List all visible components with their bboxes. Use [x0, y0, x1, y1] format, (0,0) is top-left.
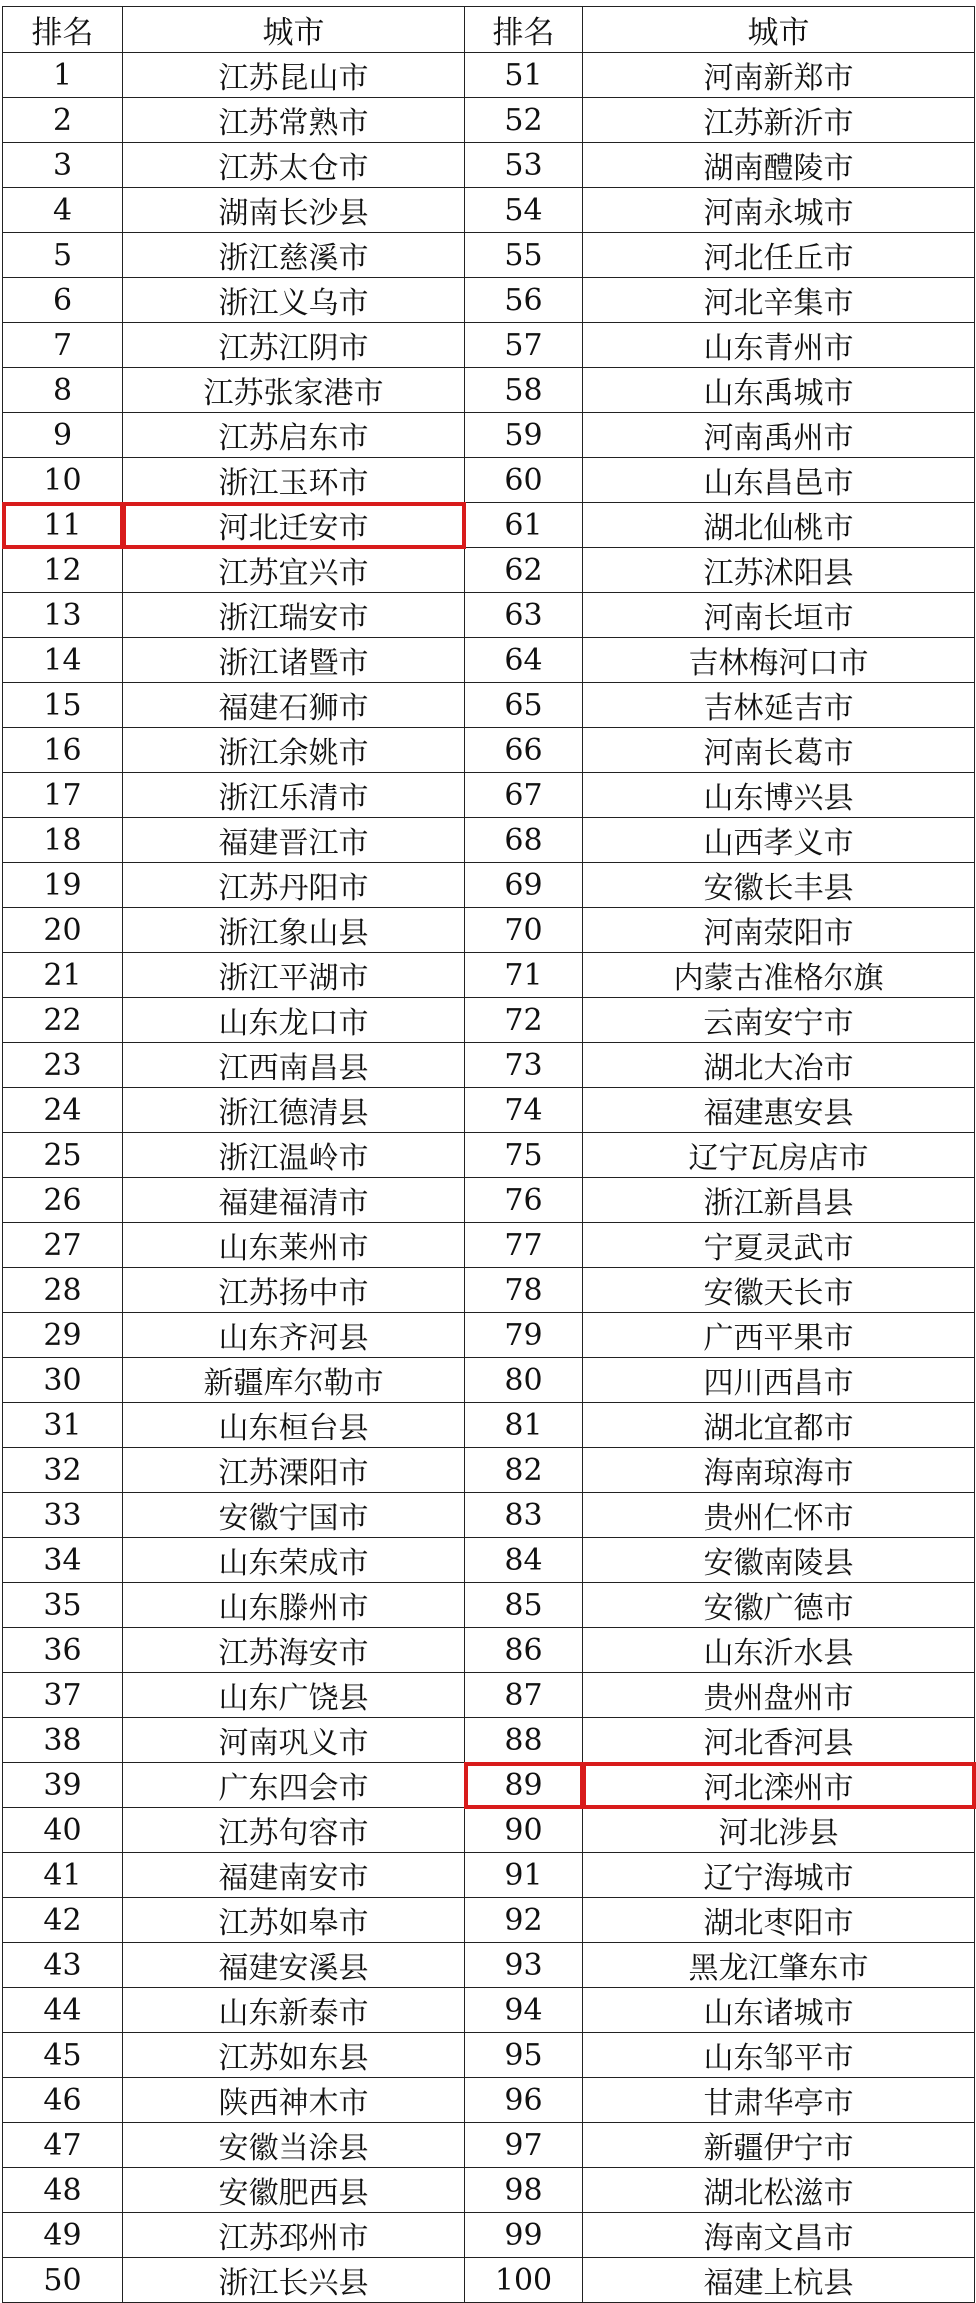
city-cell-right: 云南安宁市 — [583, 998, 975, 1043]
rank-cell-left: 45 — [3, 2033, 123, 2078]
table-row — [3, 593, 975, 638]
city-cell-left: 山东桓台县 — [123, 1403, 465, 1448]
city-cell-right: 湖北宜都市 — [583, 1403, 975, 1448]
city-cell-left: 江苏宜兴市 — [123, 548, 465, 593]
city-cell-left: 福建安溪县 — [123, 1943, 465, 1988]
city-cell-right: 山西孝义市 — [583, 818, 975, 863]
rank-cell-right: 72 — [465, 998, 583, 1043]
city-cell-left: 江苏江阴市 — [123, 323, 465, 368]
rank-cell-right: 99 — [465, 2213, 583, 2258]
rank-cell-left: 4 — [3, 188, 123, 233]
rank-cell-left: 42 — [3, 1898, 123, 1943]
rank-cell-left: 18 — [3, 818, 123, 863]
rank-cell-left: 47 — [3, 2123, 123, 2168]
table-row — [3, 323, 975, 368]
rank-cell-left: 21 — [3, 953, 123, 998]
city-cell-right: 吉林梅河口市 — [583, 638, 975, 683]
table-row — [3, 1223, 975, 1268]
city-cell-right: 山东青州市 — [583, 323, 975, 368]
table-header-row — [3, 7, 975, 53]
rank-cell-right: 63 — [465, 593, 583, 638]
table-row — [3, 2033, 975, 2078]
table-row — [3, 1988, 975, 2033]
rank-cell-left: 24 — [3, 1088, 123, 1133]
rank-cell-left: 5 — [3, 233, 123, 278]
city-cell-right: 河南新郑市 — [583, 53, 975, 98]
city-cell-left: 安徽宁国市 — [123, 1493, 465, 1538]
city-cell-right: 福建惠安县 — [583, 1088, 975, 1133]
city-cell-right: 辽宁瓦房店市 — [583, 1133, 975, 1178]
table-row — [3, 1493, 975, 1538]
rank-cell-right: 93 — [465, 1943, 583, 1988]
city-cell-right: 山东昌邑市 — [583, 458, 975, 503]
table-row — [3, 2258, 975, 2303]
rank-cell-right: 67 — [465, 773, 583, 818]
rank-cell-left: 20 — [3, 908, 123, 953]
city-cell-right: 安徽南陵县 — [583, 1538, 975, 1583]
rank-cell-left: 10 — [3, 458, 123, 503]
rank-cell-left: 8 — [3, 368, 123, 413]
city-cell-right: 内蒙古准格尔旗 — [583, 953, 975, 998]
city-cell-right: 宁夏灵武市 — [583, 1223, 975, 1268]
table-row — [3, 1043, 975, 1088]
table-row — [3, 1403, 975, 1448]
rank-cell-right: 74 — [465, 1088, 583, 1133]
city-cell-right: 河南禹州市 — [583, 413, 975, 458]
rank-cell-left: 40 — [3, 1808, 123, 1853]
table-row — [3, 53, 975, 98]
rank-cell-left: 38 — [3, 1718, 123, 1763]
city-cell-right: 辽宁海城市 — [583, 1853, 975, 1898]
rank-cell-right: 81 — [465, 1403, 583, 1448]
city-cell-left: 江苏溧阳市 — [123, 1448, 465, 1493]
table-row — [3, 818, 975, 863]
rank-cell-right: 94 — [465, 1988, 583, 2033]
rank-cell-left: 12 — [3, 548, 123, 593]
city-cell-right: 安徽天长市 — [583, 1268, 975, 1313]
city-cell-left: 浙江义乌市 — [123, 278, 465, 323]
city-cell-left: 山东新泰市 — [123, 1988, 465, 2033]
rank-cell-right: 70 — [465, 908, 583, 953]
table-row — [3, 2123, 975, 2168]
city-cell-right: 河北涉县 — [583, 1808, 975, 1853]
city-cell-left: 江苏邳州市 — [123, 2213, 465, 2258]
header-rank-right: 排名 — [465, 7, 583, 53]
table-row — [3, 458, 975, 503]
city-cell-right: 浙江新昌县 — [583, 1178, 975, 1223]
table-row — [3, 2078, 975, 2123]
city-cell-left: 江苏张家港市 — [123, 368, 465, 413]
city-cell-left: 江苏句容市 — [123, 1808, 465, 1853]
rank-cell-right: 88 — [465, 1718, 583, 1763]
rank-cell-right: 86 — [465, 1628, 583, 1673]
table-row — [3, 1673, 975, 1718]
rank-cell-left: 34 — [3, 1538, 123, 1583]
table-row — [3, 1358, 975, 1403]
city-cell-right: 河南永城市 — [583, 188, 975, 233]
rank-cell-left: 7 — [3, 323, 123, 368]
rank-cell-left: 39 — [3, 1763, 123, 1808]
city-cell-left: 山东龙口市 — [123, 998, 465, 1043]
rank-cell-left: 9 — [3, 413, 123, 458]
rank-cell-right: 69 — [465, 863, 583, 908]
rank-cell-right: 55 — [465, 233, 583, 278]
city-cell-right: 江苏沭阳县 — [583, 548, 975, 593]
table-row — [3, 1448, 975, 1493]
rank-cell-left: 30 — [3, 1358, 123, 1403]
city-cell-left: 河南巩义市 — [123, 1718, 465, 1763]
city-cell-left: 浙江玉环市 — [123, 458, 465, 503]
city-cell-left: 福建南安市 — [123, 1853, 465, 1898]
table-row — [3, 1898, 975, 1943]
rank-cell-right: 89 — [465, 1763, 583, 1808]
city-cell-right: 四川西昌市 — [583, 1358, 975, 1403]
city-cell-left: 山东荣成市 — [123, 1538, 465, 1583]
city-cell-right: 湖北松滋市 — [583, 2168, 975, 2213]
table-row — [3, 1808, 975, 1853]
city-cell-left: 江苏如东县 — [123, 2033, 465, 2078]
table-row — [3, 368, 975, 413]
city-cell-left: 浙江温岭市 — [123, 1133, 465, 1178]
table-row — [3, 233, 975, 278]
rank-cell-left: 43 — [3, 1943, 123, 1988]
rank-cell-left: 37 — [3, 1673, 123, 1718]
city-cell-left: 江苏丹阳市 — [123, 863, 465, 908]
city-cell-left: 江西南昌县 — [123, 1043, 465, 1088]
city-cell-right: 山东禹城市 — [583, 368, 975, 413]
table-body — [3, 53, 975, 2303]
city-cell-right: 广西平果市 — [583, 1313, 975, 1358]
city-cell-right: 山东诸城市 — [583, 1988, 975, 2033]
city-cell-left: 浙江乐清市 — [123, 773, 465, 818]
city-cell-left: 浙江余姚市 — [123, 728, 465, 773]
rank-cell-right: 84 — [465, 1538, 583, 1583]
rank-cell-right: 57 — [465, 323, 583, 368]
city-cell-left: 浙江诸暨市 — [123, 638, 465, 683]
city-cell-right: 河北滦州市 — [583, 1763, 975, 1808]
city-cell-right: 黑龙江肇东市 — [583, 1943, 975, 1988]
table-row — [3, 773, 975, 818]
rank-cell-right: 68 — [465, 818, 583, 863]
rank-cell-left: 48 — [3, 2168, 123, 2213]
table-row — [3, 1088, 975, 1133]
rank-cell-left: 1 — [3, 53, 123, 98]
city-cell-right: 河南长葛市 — [583, 728, 975, 773]
table-row — [3, 2168, 975, 2213]
city-cell-right: 河南长垣市 — [583, 593, 975, 638]
table-row — [3, 1943, 975, 1988]
city-cell-left: 新疆库尔勒市 — [123, 1358, 465, 1403]
table-row — [3, 1628, 975, 1673]
rank-cell-right: 85 — [465, 1583, 583, 1628]
table-row — [3, 1763, 975, 1808]
rank-cell-left: 41 — [3, 1853, 123, 1898]
table-row — [3, 1853, 975, 1898]
header-city-right: 城市 — [583, 7, 975, 53]
city-cell-right: 贵州盘州市 — [583, 1673, 975, 1718]
table-row — [3, 1313, 975, 1358]
rank-cell-left: 29 — [3, 1313, 123, 1358]
rank-cell-right: 78 — [465, 1268, 583, 1313]
rank-cell-right: 80 — [465, 1358, 583, 1403]
rank-cell-left: 26 — [3, 1178, 123, 1223]
city-cell-left: 山东广饶县 — [123, 1673, 465, 1718]
city-cell-left: 浙江德清县 — [123, 1088, 465, 1133]
rank-cell-right: 87 — [465, 1673, 583, 1718]
rank-cell-left: 22 — [3, 998, 123, 1043]
city-cell-left: 江苏常熟市 — [123, 98, 465, 143]
city-cell-right: 河北辛集市 — [583, 278, 975, 323]
rank-cell-left: 27 — [3, 1223, 123, 1268]
header-city-left: 城市 — [123, 7, 465, 53]
table-row — [3, 908, 975, 953]
rank-cell-right: 61 — [465, 503, 583, 548]
header-rank-left: 排名 — [3, 7, 123, 53]
table-row — [3, 683, 975, 728]
rank-cell-right: 64 — [465, 638, 583, 683]
rank-cell-left: 13 — [3, 593, 123, 638]
table-row — [3, 953, 975, 998]
table-row — [3, 503, 975, 548]
rank-cell-left: 35 — [3, 1583, 123, 1628]
city-cell-right: 湖北大冶市 — [583, 1043, 975, 1088]
city-cell-left: 陕西神木市 — [123, 2078, 465, 2123]
rank-cell-right: 96 — [465, 2078, 583, 2123]
rank-cell-right: 60 — [465, 458, 583, 503]
rank-cell-right: 58 — [465, 368, 583, 413]
city-cell-left: 安徽当涂县 — [123, 2123, 465, 2168]
ranking-table — [2, 6, 975, 2303]
rank-cell-right: 79 — [465, 1313, 583, 1358]
city-cell-right: 河北任丘市 — [583, 233, 975, 278]
city-cell-left: 山东莱州市 — [123, 1223, 465, 1268]
rank-cell-right: 54 — [465, 188, 583, 233]
city-cell-left: 福建晋江市 — [123, 818, 465, 863]
rank-cell-right: 91 — [465, 1853, 583, 1898]
city-cell-left: 广东四会市 — [123, 1763, 465, 1808]
table-row — [3, 1718, 975, 1763]
table-row — [3, 188, 975, 233]
rank-cell-right: 90 — [465, 1808, 583, 1853]
rank-cell-right: 76 — [465, 1178, 583, 1223]
city-cell-left: 浙江瑞安市 — [123, 593, 465, 638]
table-row — [3, 1538, 975, 1583]
city-cell-left: 浙江平湖市 — [123, 953, 465, 998]
city-cell-left: 山东齐河县 — [123, 1313, 465, 1358]
table-row — [3, 548, 975, 593]
city-cell-right: 安徽广德市 — [583, 1583, 975, 1628]
city-cell-right: 新疆伊宁市 — [583, 2123, 975, 2168]
rank-cell-left: 6 — [3, 278, 123, 323]
table-row — [3, 1583, 975, 1628]
rank-cell-left: 36 — [3, 1628, 123, 1673]
rank-cell-right: 71 — [465, 953, 583, 998]
city-cell-left: 福建石狮市 — [123, 683, 465, 728]
city-cell-right: 海南文昌市 — [583, 2213, 975, 2258]
city-cell-right: 湖南醴陵市 — [583, 143, 975, 188]
rank-cell-left: 50 — [3, 2258, 123, 2303]
city-cell-right: 安徽长丰县 — [583, 863, 975, 908]
city-cell-right: 福建上杭县 — [583, 2258, 975, 2303]
rank-cell-right: 98 — [465, 2168, 583, 2213]
rank-cell-right: 65 — [465, 683, 583, 728]
table-row — [3, 143, 975, 188]
table-row — [3, 413, 975, 458]
city-cell-right: 河北香河县 — [583, 1718, 975, 1763]
table-row — [3, 1133, 975, 1178]
rank-cell-right: 56 — [465, 278, 583, 323]
rank-cell-right: 51 — [465, 53, 583, 98]
rank-cell-left: 25 — [3, 1133, 123, 1178]
table-row — [3, 638, 975, 683]
rank-cell-right: 82 — [465, 1448, 583, 1493]
rank-cell-left: 2 — [3, 98, 123, 143]
rank-cell-left: 46 — [3, 2078, 123, 2123]
rank-cell-right: 95 — [465, 2033, 583, 2078]
rank-cell-right: 92 — [465, 1898, 583, 1943]
table-row — [3, 98, 975, 143]
rank-cell-right: 62 — [465, 548, 583, 593]
city-cell-left: 江苏昆山市 — [123, 53, 465, 98]
city-cell-right: 湖北枣阳市 — [583, 1898, 975, 1943]
rank-cell-left: 31 — [3, 1403, 123, 1448]
rank-cell-right: 66 — [465, 728, 583, 773]
city-cell-right: 吉林延吉市 — [583, 683, 975, 728]
rank-cell-right: 83 — [465, 1493, 583, 1538]
table-row — [3, 863, 975, 908]
city-cell-right: 甘肃华亭市 — [583, 2078, 975, 2123]
rank-cell-right: 52 — [465, 98, 583, 143]
rank-cell-left: 16 — [3, 728, 123, 773]
rank-cell-left: 28 — [3, 1268, 123, 1313]
rank-cell-right: 97 — [465, 2123, 583, 2168]
city-cell-right: 山东博兴县 — [583, 773, 975, 818]
city-cell-left: 福建福清市 — [123, 1178, 465, 1223]
city-cell-left: 江苏太仓市 — [123, 143, 465, 188]
city-cell-left: 江苏扬中市 — [123, 1268, 465, 1313]
city-cell-left: 浙江长兴县 — [123, 2258, 465, 2303]
table-row — [3, 1268, 975, 1313]
city-cell-left: 湖南长沙县 — [123, 188, 465, 233]
rank-cell-right: 100 — [465, 2258, 583, 2303]
rank-cell-left: 11 — [3, 503, 123, 548]
city-cell-left: 山东滕州市 — [123, 1583, 465, 1628]
city-cell-left: 江苏如皋市 — [123, 1898, 465, 1943]
city-cell-right: 湖北仙桃市 — [583, 503, 975, 548]
table-row — [3, 278, 975, 323]
rank-cell-right: 73 — [465, 1043, 583, 1088]
rank-cell-left: 23 — [3, 1043, 123, 1088]
city-cell-left: 安徽肥西县 — [123, 2168, 465, 2213]
rank-cell-left: 17 — [3, 773, 123, 818]
table-row — [3, 998, 975, 1043]
rank-cell-right: 59 — [465, 413, 583, 458]
rank-cell-left: 15 — [3, 683, 123, 728]
rank-cell-left: 32 — [3, 1448, 123, 1493]
city-cell-left: 浙江象山县 — [123, 908, 465, 953]
table-row — [3, 1178, 975, 1223]
city-cell-right: 河南荥阳市 — [583, 908, 975, 953]
city-cell-right: 海南琼海市 — [583, 1448, 975, 1493]
rank-cell-left: 49 — [3, 2213, 123, 2258]
city-cell-right: 江苏新沂市 — [583, 98, 975, 143]
city-cell-left: 浙江慈溪市 — [123, 233, 465, 278]
rank-cell-right: 77 — [465, 1223, 583, 1268]
rank-cell-right: 53 — [465, 143, 583, 188]
table-row — [3, 728, 975, 773]
rank-cell-left: 44 — [3, 1988, 123, 2033]
city-cell-left: 河北迁安市 — [123, 503, 465, 548]
rank-cell-right: 75 — [465, 1133, 583, 1178]
city-cell-right: 贵州仁怀市 — [583, 1493, 975, 1538]
city-cell-left: 江苏海安市 — [123, 1628, 465, 1673]
city-cell-right: 山东邹平市 — [583, 2033, 975, 2078]
city-cell-right: 山东沂水县 — [583, 1628, 975, 1673]
rank-cell-left: 19 — [3, 863, 123, 908]
rank-cell-left: 14 — [3, 638, 123, 683]
city-cell-left: 江苏启东市 — [123, 413, 465, 458]
rank-cell-left: 33 — [3, 1493, 123, 1538]
rank-cell-left: 3 — [3, 143, 123, 188]
table-row — [3, 2213, 975, 2258]
